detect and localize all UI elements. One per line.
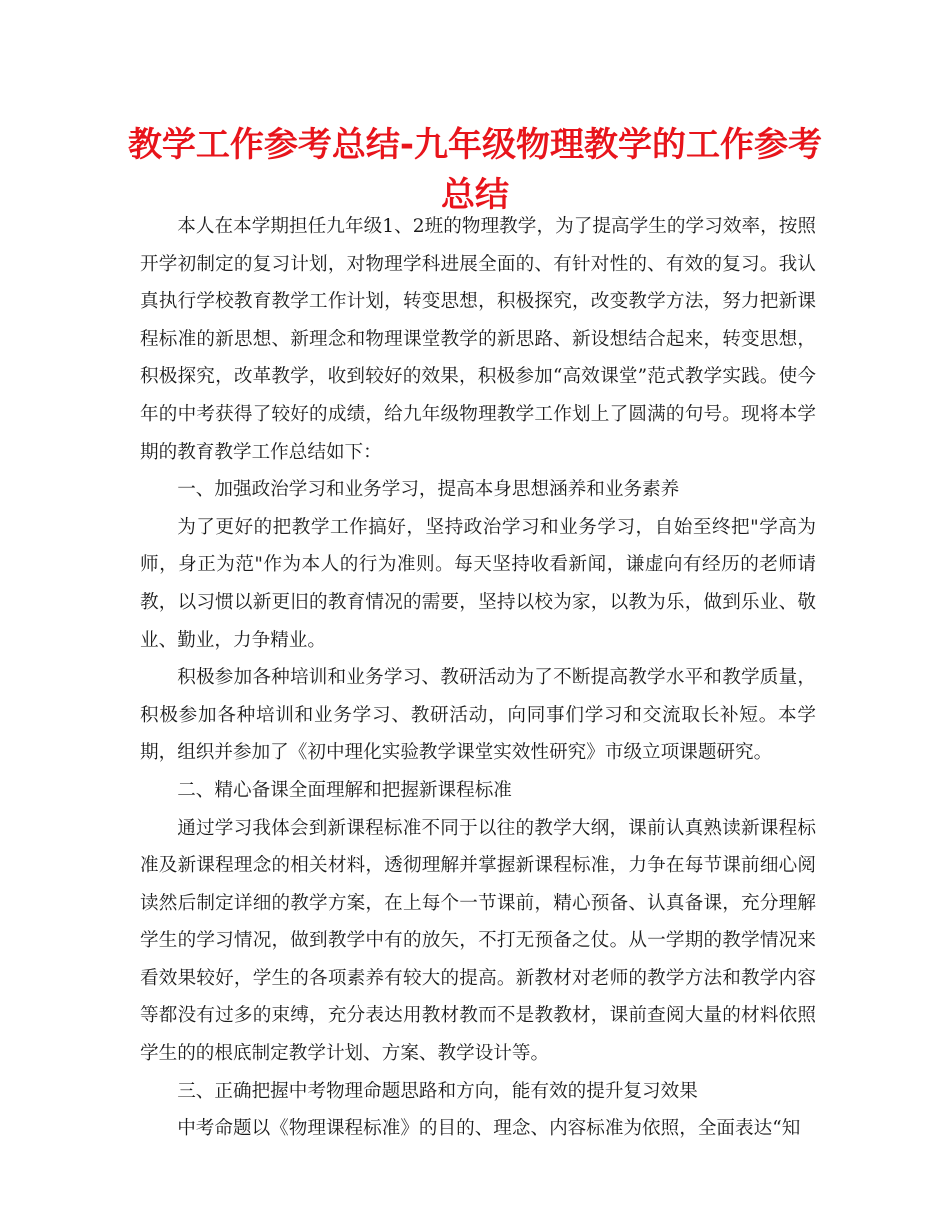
document-title: 教学工作参考总结-九年级物理教学的工作参考总结 bbox=[127, 125, 823, 215]
paragraph-intro: 本人在本学期担任九年级1、2班的物理教学，为了提高学生的学习效率，按照开学初制定的复习计划，对物理学科进展全面的、有针对性的、有效的复习。我认真执行学校教育教学工作计划，转变思想，积极探究，改变教学方法，努力把新课程标准的新思想、新理念和物理课堂教学的新思路、新设想结合起来，转变思想，积极探究，改革教学，收到较好的效果，积极参加“高效课堂”范式教学实践。使今年的中考获得了较好的成绩，给九年级物理教学工作划上了圆满的句号。现将本学期的教育教学工作总结如下： bbox=[140, 216, 816, 463]
section-heading-1: 一、加强政治学习和业务学习，提高本身思想涵养和业务素养 bbox=[177, 479, 680, 501]
paragraph-section-3: 中考命题以《物理课程标准》的目的、理念、内容标准为依照，全面表达“知 bbox=[177, 1118, 801, 1140]
paragraph-section-2: 通过学习我体会到新课程标准不同于以往的教学大纲，课前认真熟读新课程标准及新课程理念的相关材料，透彻理解并掌握新课程标准，力争在每节课前细心阅读然后制定详细的教学方案，在上每个一节课前，精心预备、认真备课，充分理解学生的学习情况，做到教学中有的放矢，不打无预备之仗。从一学期的教学情况来看效果较好，学生的各项素养有较大的提高。新教材对老师的教学方法和教学内容等都没有过多的束缚，充分表达用教材教而不是教教材，课前查阅大量的材料依照学生的的根底制定教学计划、方案、教学设计等。 bbox=[140, 817, 816, 1065]
document-body bbox=[140, 208, 816, 1148]
paragraph-section-1-b: 积极参加各种培训和业务学习、教研活动为了不断提高教学水平和教学质量，积极参加各种培训和业务学习、教研活动，向同事们学习和交流取长补短。本学期，组织并参加了《初中理化实验教学课堂实效性研究》市级立项课题研究。 bbox=[140, 667, 816, 764]
section-heading-3: 三、正确把握中考物理命题思路和方向，能有效的提升复习效果 bbox=[177, 1080, 698, 1102]
paragraph-section-1-a: 为了更好的把教学工作搞好，坚持政治学习和业务学习，自始至终把"学高为师，身正为范"作为本人的行为准则。每天坚持收看新闻，谦虚向有经历的老师请教，以习惯以新更旧的教育情况的需要，坚持以校为家，以教为乐，做到乐业、敬业、勤业，力争精业。 bbox=[140, 516, 816, 651]
section-heading-2: 二、精心备课全面理解和把握新课程标准 bbox=[177, 779, 512, 801]
